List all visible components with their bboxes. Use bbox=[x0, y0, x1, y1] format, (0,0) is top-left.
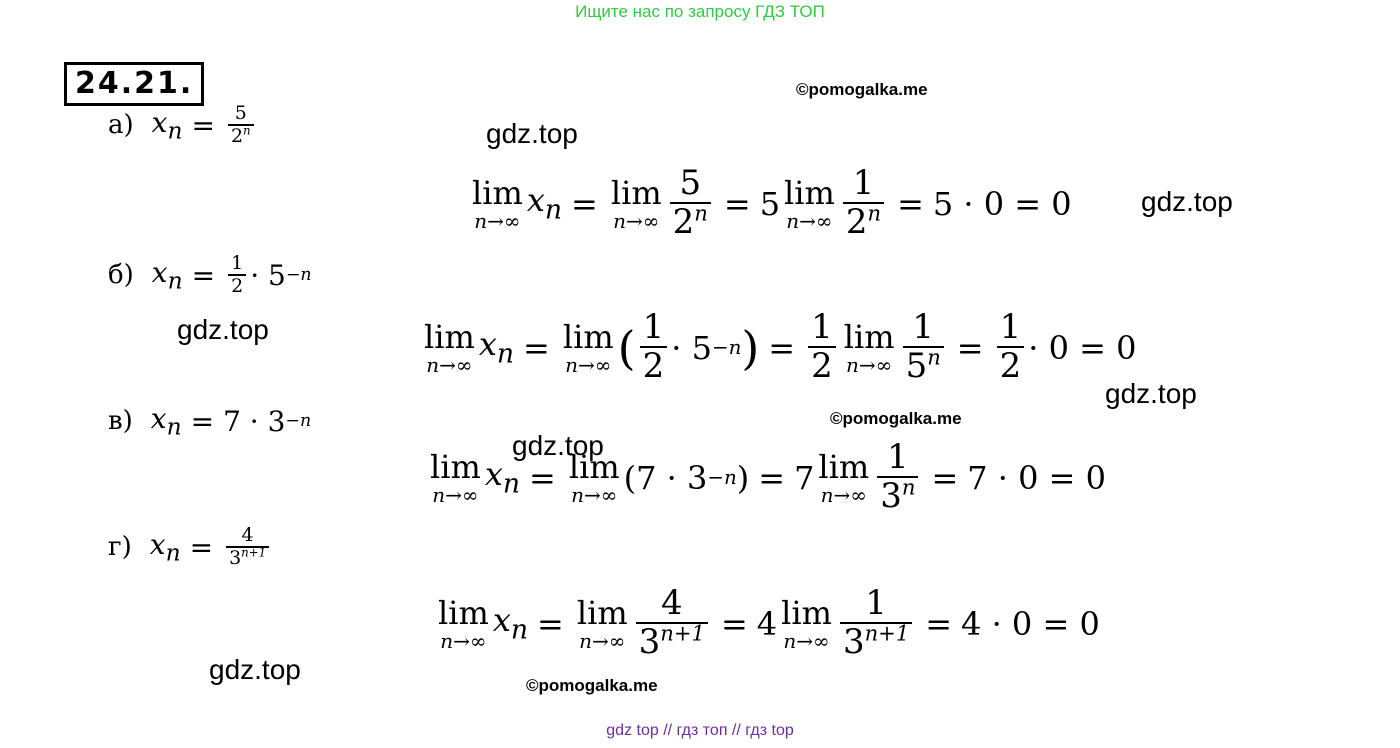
limit-operator: lim n→∞ bbox=[843, 317, 895, 377]
solution-d: lim n→∞ $x_n$ = lim n→∞ $\frac{4}{3^{n+1}}$ = 4 lim n→∞ $\frac{1}{3^{n+1}}$ = 4 · 0 = 0 bbox=[438, 583, 1100, 662]
fraction: $\frac{5}{2^n}$ bbox=[670, 166, 711, 241]
fraction: $\frac{1}{2^n}$ bbox=[843, 166, 884, 241]
fraction: $\frac{1}{3^{n+1}}$ bbox=[840, 586, 912, 661]
fraction: $\frac{1}{2}$ bbox=[228, 254, 246, 297]
limit-operator: lim n→∞ bbox=[424, 317, 475, 377]
item-label: а) bbox=[108, 110, 134, 141]
condition-d: г) $x_n$ = $\frac{4}{3^{n+1}}$ bbox=[108, 526, 273, 569]
site-watermark: gdz.top bbox=[1141, 186, 1233, 217]
solution-a: lim n→∞ $x_n$ = lim n→∞ $\frac{5}{2^n}$ = 5 lim n→∞ $\frac{1}{2^n}$ = 5 · 0 = 0 bbox=[472, 163, 1072, 242]
footer-links[interactable]: gdz top // гдз топ // гдз top bbox=[606, 722, 794, 739]
limit-operator: lim n→∞ bbox=[610, 173, 662, 233]
fraction: $\frac{1}{5^n}$ bbox=[903, 310, 944, 385]
limit-operator: lim n→∞ bbox=[568, 447, 620, 507]
condition-c: в) $x_n$ = 7 · 3 −n bbox=[108, 402, 312, 441]
item-label: б) bbox=[108, 260, 134, 291]
limit-operator: lim n→∞ bbox=[430, 447, 481, 507]
limit-operator: lim n→∞ bbox=[576, 593, 628, 653]
result: 5 · 0 = 0 bbox=[932, 184, 1072, 223]
fraction: $\frac{4}{3^{n+1}}$ bbox=[636, 586, 708, 661]
copyright-watermark: ©pomogalka.me bbox=[526, 676, 658, 695]
fraction: $\frac{1}{2}$ bbox=[808, 310, 836, 385]
fraction: $\frac{4}{3^{n+1}}$ bbox=[226, 526, 269, 569]
top-banner: Ищите нас по запросу ГДЗ ТОП bbox=[575, 2, 825, 21]
fraction: $\frac{1}{2}$ bbox=[997, 310, 1025, 385]
problem-number: 24.21. bbox=[64, 62, 204, 106]
result: 7 · 0 = 0 bbox=[967, 458, 1107, 497]
item-label: г) bbox=[108, 532, 132, 563]
site-watermark: gdz.top bbox=[177, 314, 269, 345]
copyright-watermark: ©pomogalka.me bbox=[830, 409, 962, 428]
result: · 0 = 0 bbox=[1028, 328, 1137, 367]
solution-c: lim n→∞ $x_n$ = lim n→∞ ( 7 · 3 −n ) = 7 lim n→∞ $\frac{1}{3^n}$ = 7 · 0 = 0 bbox=[430, 437, 1107, 516]
limit-operator: lim n→∞ bbox=[818, 447, 870, 507]
site-watermark: gdz.top bbox=[1105, 378, 1197, 409]
sequence-var: $x_n$ bbox=[151, 106, 183, 145]
fraction: $\frac{1}{3^n}$ bbox=[877, 440, 918, 515]
fraction: $\frac{5}{2^n}$ bbox=[228, 104, 254, 147]
condition-a: а) $x_n$ = $\frac{5}{2^n}$ bbox=[108, 104, 258, 147]
solution-b: lim n→∞ $x_n$ = lim n→∞ ( $\frac{1}{2}$ · 5 −n ) = $\frac{1}{2}$ lim n→∞ $\frac{1}{5^n}$ = $\frac{1}{2}$ · 0 = 0 bbox=[424, 307, 1137, 386]
fraction: $\frac{1}{2}$ bbox=[640, 310, 668, 385]
copyright-watermark: ©pomogalka.me bbox=[796, 80, 928, 99]
site-watermark: gdz.top bbox=[486, 118, 578, 149]
item-label: в) bbox=[108, 406, 133, 437]
site-watermark: gdz.top bbox=[512, 430, 604, 461]
condition-b: б) $x_n$ = $\frac{1}{2}$ · 5 −n bbox=[108, 252, 312, 297]
limit-operator: lim n→∞ bbox=[784, 173, 835, 233]
limit-operator: lim n→∞ bbox=[472, 173, 523, 233]
limit-operator: lim n→∞ bbox=[562, 317, 614, 377]
site-watermark: gdz.top bbox=[209, 654, 301, 685]
limit-operator: lim n→∞ bbox=[438, 593, 489, 653]
result: 4 · 0 = 0 bbox=[961, 604, 1100, 643]
limit-operator: lim n→∞ bbox=[781, 593, 832, 653]
